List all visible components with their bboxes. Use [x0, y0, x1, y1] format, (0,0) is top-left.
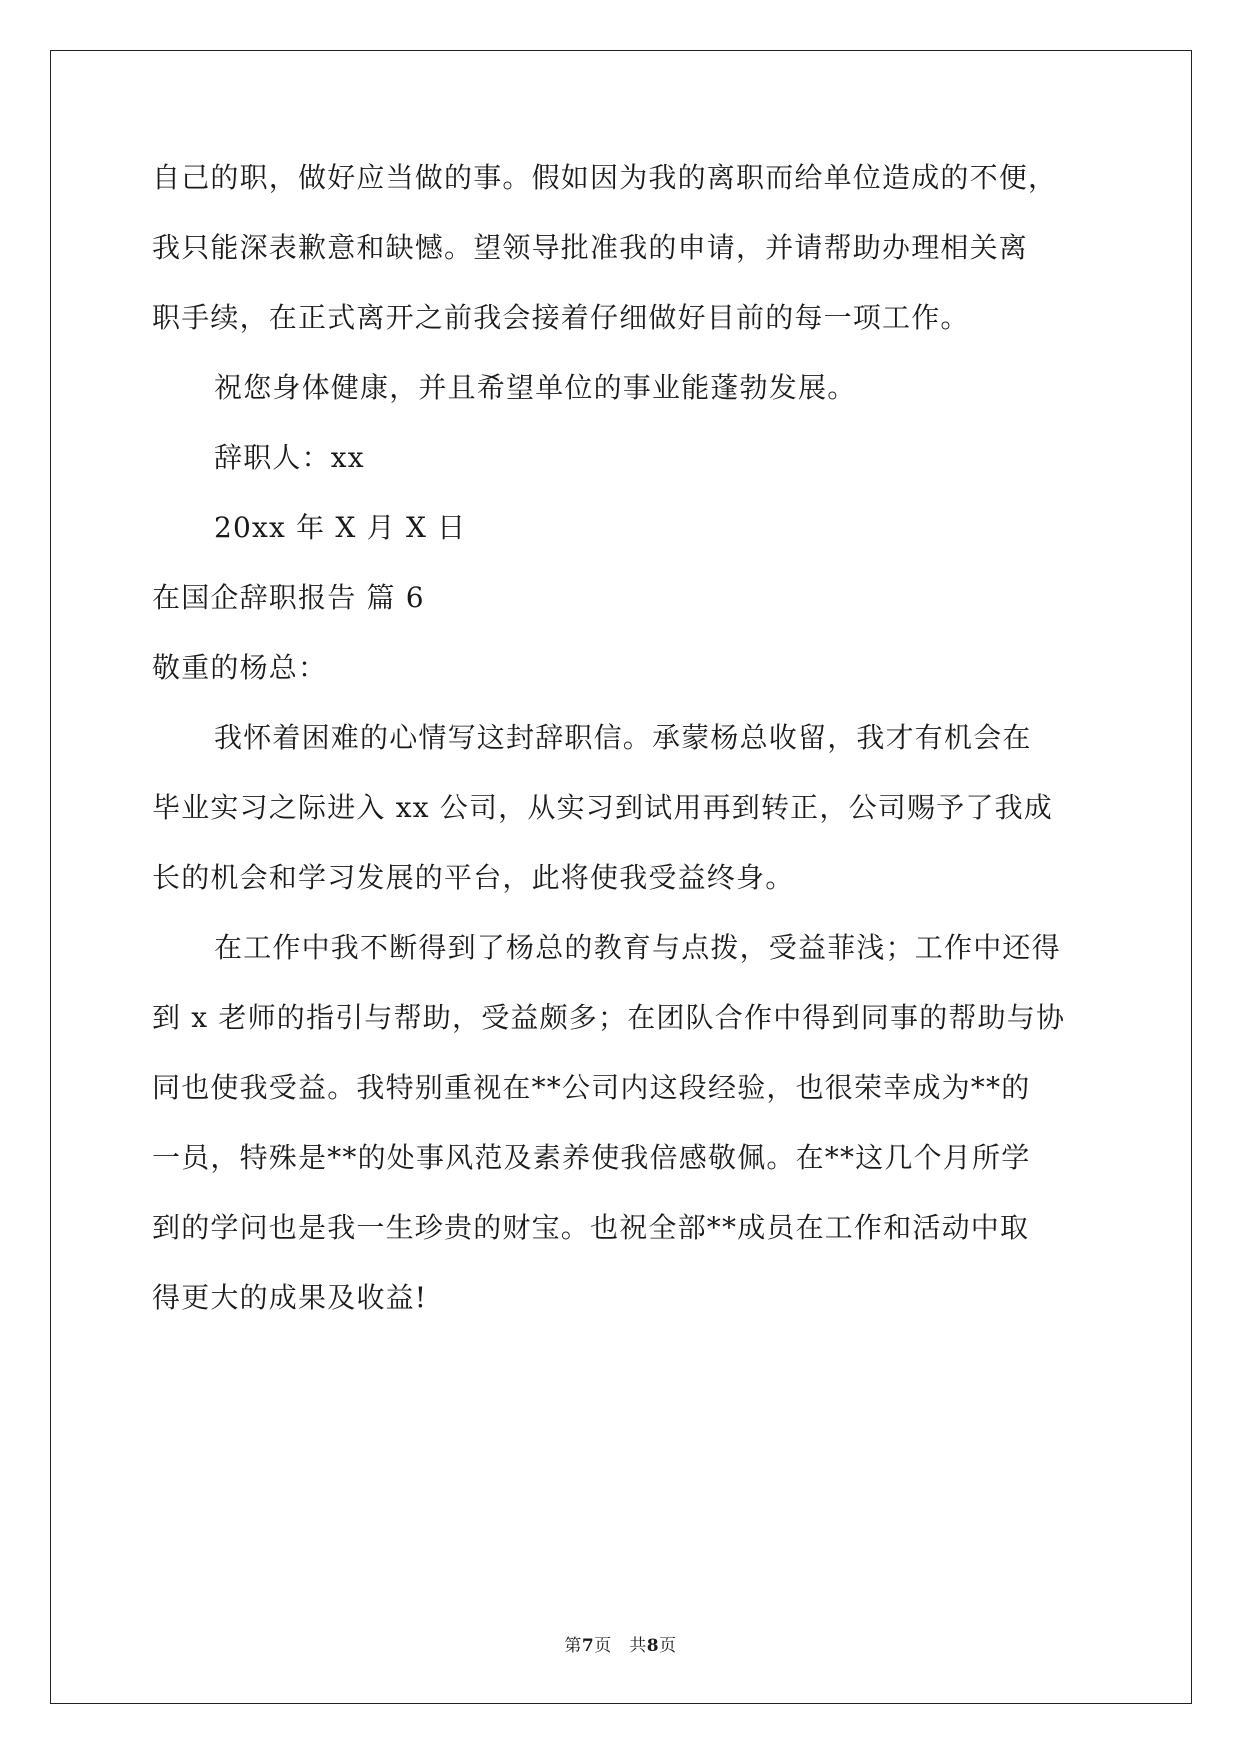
date-line: 20xx 年 X 月 X 日: [214, 511, 467, 544]
body-line: 在工作中我不断得到了杨总的教育与点拨，受益菲浅；工作中还得: [214, 931, 1061, 964]
body-line: 一员，特殊是**的处事风范及素养使我倍感敬佩。在**这几个月所学: [152, 1141, 1031, 1174]
page-number-footer: [0, 1636, 1241, 1656]
body-line: 同也使我受益。我特别重视在**公司内这段经验，也很荣幸成为**的: [152, 1071, 1031, 1104]
body-line: 长的机会和学习发展的平台，此将使我受益终身。: [152, 861, 795, 894]
body-line: 我怀着困难的心情写这封辞职信。承蒙杨总收留，我才有机会在: [214, 721, 1032, 754]
section-heading: 在国企辞职报告 篇 6: [152, 581, 425, 614]
signature-line: 辞职人：xx: [214, 441, 365, 474]
current-page-number: 7: [581, 1636, 595, 1656]
body-line: 到 x 老师的指引与帮助，受益颇多；在团队合作中得到同事的帮助与协: [152, 1001, 1066, 1034]
body-line: 得更大的成果及收益!: [152, 1281, 428, 1314]
body-line: 到的学问也是我一生珍贵的财宝。也祝全部**成员在工作和活动中取: [152, 1211, 1030, 1244]
body-line: 毕业实习之际进入 xx 公司，从实习到试用再到转正，公司赐予了我成: [152, 791, 1053, 824]
body-line: 职手续，在正式离开之前我会接着仔细做好目前的每一项工作。: [152, 301, 970, 334]
footer-prefix: 第: [564, 1636, 582, 1656]
footer-mid: 页 共: [594, 1636, 647, 1656]
body-line: 我只能深表歉意和缺憾。望领导批准我的申请，并请帮助办理相关离: [152, 231, 1029, 264]
body-line: 自己的职，做好应当做的事。假如因为我的离职而给单位造成的不便，: [152, 161, 1058, 194]
salutation: 敬重的杨总：: [152, 651, 328, 684]
body-line: 祝您身体健康，并且希望单位的事业能蓬勃发展。: [214, 371, 857, 404]
total-page-number: 8: [646, 1636, 660, 1656]
footer-suffix: 页: [659, 1636, 677, 1656]
